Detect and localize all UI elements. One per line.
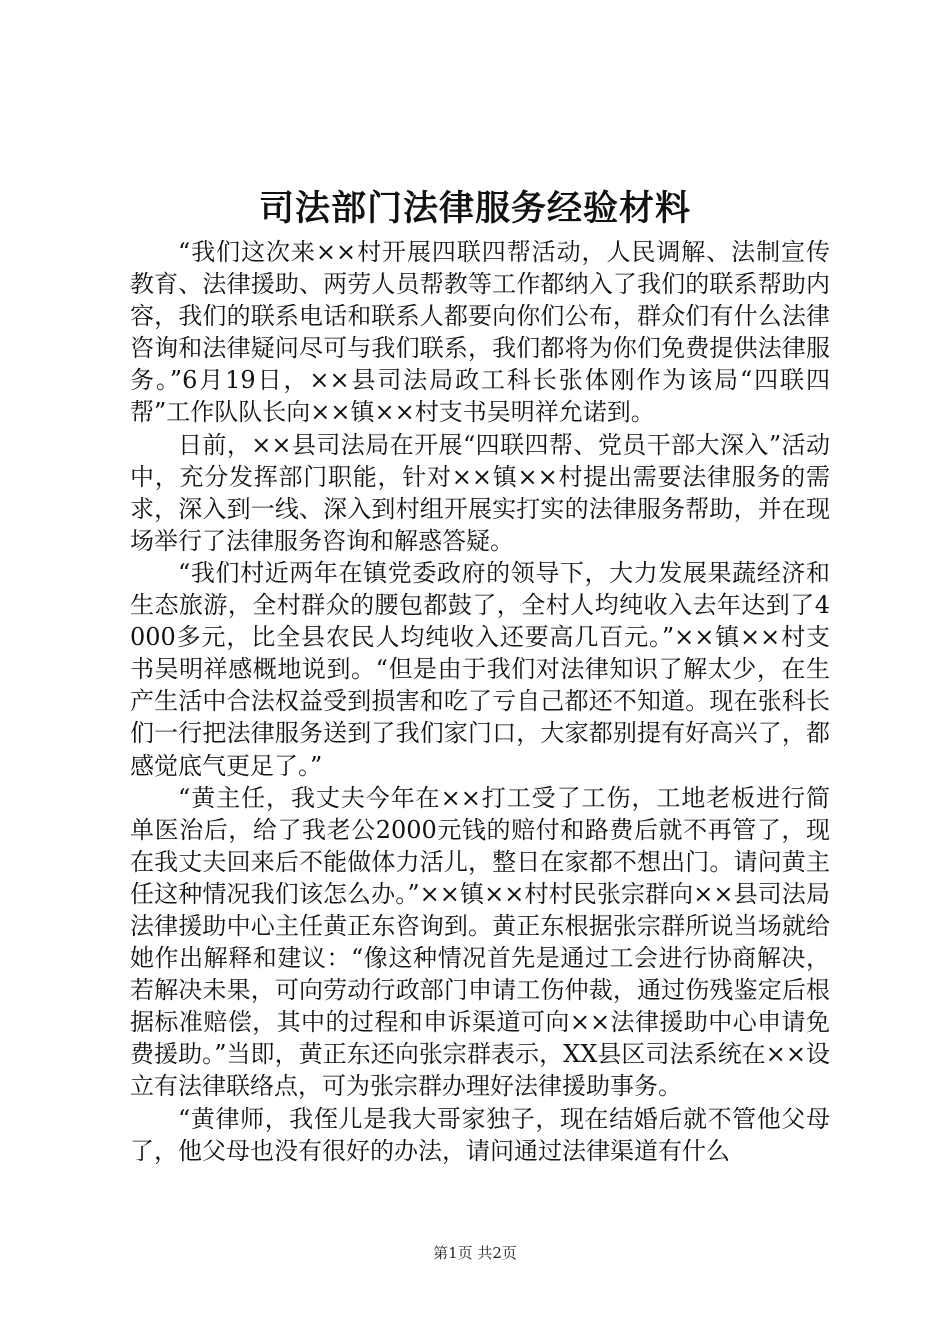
paragraph-4: “黄主任，我丈夫今年在××打工受了工伤，工地老板进行简单医治后，给了我老公2000元钱的赔付和路费后就不再管了，现在我丈夫回来后不能做体力活儿，整日在家都不想出门。请问黄主任这种情况我们该怎么办。”××镇××村村民张宗群向××县司法局法律援助中心主任黄正东咨询到。黄正东根据张宗群所说当场就给她作出解释和建议：“像这种情况首先是通过工会进行协商解决，若解决未果，可向劳动行政部门申请工伤仲裁，通过伤残鉴定后根据标准赔偿，其中的过程和申诉渠道可向××法律援助中心申请免费援助。”当即，黄正东还向张宗群表示，XX县区司法系统在××设立有法律联络点，可为张宗群办理好法律援助事务。 [130, 783, 830, 1101]
paragraph-1: “我们这次来××村开展四联四帮活动，人民调解、法制宣传教育、法律援助、两劳人员帮教等工作都纳入了我们的联系帮助内容，我们的联系电话和联系人都要向你们公布，群众们有什么法律咨询和法律疑问尽可与我们联系，我们都将为你们免费提供法律服务。”6月19日，××县司法局政工科长张体刚作为该局“四联四帮”工作队队长向××镇××村支书吴明祥允诺到。 [130, 238, 830, 427]
page-footer: 第1页 共2页 [433, 1244, 517, 1262]
paragraph-2: 日前，××县司法局在开展“四联四帮、党员干部大深入”活动中，充分发挥部门职能，针对××镇××村提出需要法律服务的需求，深入到一线、深入到村组开展实打实的法律服务帮助，并在现场举行了法律服务咨询和解惑答疑。 [130, 430, 830, 555]
paragraph-3: “我们村近两年在镇党委政府的领导下，大力发展果蔬经济和生态旅游，全村群众的腰包都鼓了，全村人均纯收入去年达到了4000多元，比全县农民人均纯收入还要高几百元。”××镇××村支书吴明祥感概地说到。“但是由于我们对法律知识了解太少，在生产生活中合法权益受到损害和吃了亏自己都还不知道。现在张科长们一行把法律服务送到了我们家门口，大家都别提有好高兴了，都感觉底气更足了。” [130, 558, 830, 780]
paragraph-5: “黄律师，我侄儿是我大哥家独子，现在结婚后就不管他父母了，他父母也没有很好的办法，请问通过法律渠道有什么 [130, 1104, 830, 1165]
document-title: 司法部门法律服务经验材料 [258, 188, 691, 229]
document-body [130, 236, 830, 1167]
